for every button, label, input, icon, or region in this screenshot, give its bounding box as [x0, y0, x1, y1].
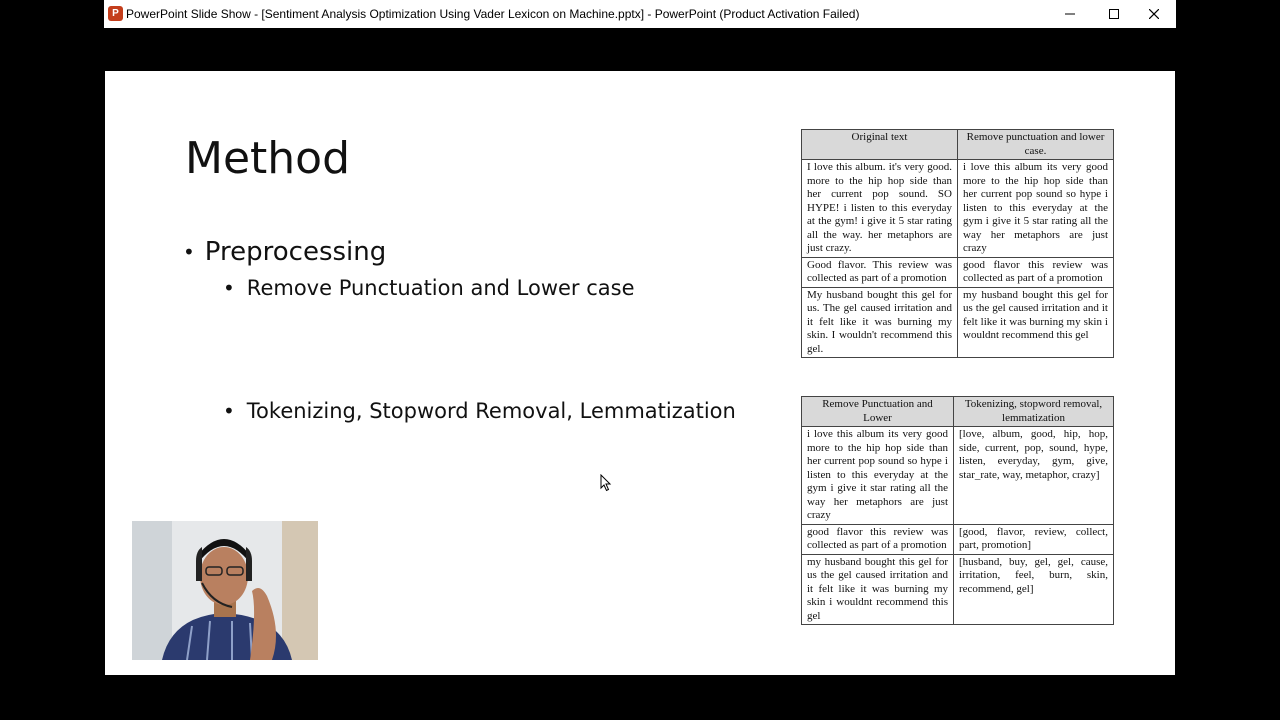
- sub-bullet-tokenizing: [223, 399, 736, 423]
- maximize-button[interactable]: [1092, 0, 1136, 28]
- column-header: Original text: [802, 130, 958, 160]
- mouse-pointer-icon: [600, 474, 612, 497]
- presenter-image: [132, 521, 318, 660]
- table-row: [802, 160, 1114, 258]
- table-row: [802, 524, 1114, 554]
- table-cell: [good, flavor, review, collect, part, promotion]: [954, 524, 1114, 554]
- close-button[interactable]: [1132, 0, 1176, 28]
- table-header-row: [802, 397, 1114, 427]
- table-cell: Good flavor. This review was collected as part of a promotion: [802, 257, 958, 287]
- bullet-dot-icon: •: [223, 276, 235, 300]
- minimize-icon: [1065, 9, 1075, 19]
- sub-bullet-remove-punctuation: [223, 276, 635, 300]
- bullet-text: Preprocessing: [204, 237, 387, 267]
- powerpoint-icon: P: [108, 6, 123, 21]
- minimize-button[interactable]: [1048, 0, 1092, 28]
- table-cell: My husband bought this gel for us. The gel caused irritation and it felt like it was burning my skin. I wouldn't recommend this gel.: [802, 287, 958, 358]
- bullet-dot-icon: •: [223, 399, 235, 423]
- column-header: Remove Punctuation and Lower: [802, 397, 954, 427]
- window-title: PowerPoint Slide Show - [Sentiment Analysis Optimization Using Vader Lexicon on Machine.pptx] - PowerPoint (Product Activation Failed): [126, 7, 860, 21]
- table-cell: i love this album its very good more to the hip hop side than her current pop sound so hype i listen to this everyday at the gym i give it star rating all the way her metaphors are just crazy: [802, 427, 954, 525]
- table-cell: i love this album its very good more to the hip hop side than her current pop sound so hype i listen to this everyday at the gym i give it 5 star rating all the way her metaphors are just crazy: [958, 160, 1114, 258]
- table-row: [802, 257, 1114, 287]
- bullet-preprocessing: [183, 237, 386, 267]
- sub-bullet-text: Tokenizing, Stopword Removal, Lemmatization: [246, 399, 736, 423]
- table-cell: I love this album. it's very good. more to the hip hop side than her current pop sound. SO HYPE! i listen to this everyday at the gym! i give it 5 star rating all the way. her metaphors are just crazy.: [802, 160, 958, 258]
- webcam-presenter-video: [132, 521, 318, 660]
- table-cell: good flavor this review was collected as part of a promotion: [802, 524, 954, 554]
- table-row: [802, 554, 1114, 625]
- table-cell: [love, album, good, hip, hop, side, current, pop, sound, hype, listen, everyday, gym, give, star_rate, way, metaphor, crazy]: [954, 427, 1114, 525]
- bullet-dot-icon: •: [183, 240, 195, 264]
- column-header: Tokenizing, stopword removal, lemmatization: [954, 397, 1114, 427]
- table-row: [802, 287, 1114, 358]
- table-row: [802, 427, 1114, 525]
- table-cell: my husband bought this gel for us the gel caused irritation and it felt like it was burning my skin i wouldnt recommend this gel: [802, 554, 954, 625]
- table-cleaned-vs-tokens: [801, 396, 1114, 625]
- close-icon: [1149, 9, 1159, 19]
- column-header: Remove punctuation and lower case.: [958, 130, 1114, 160]
- table-header-row: [802, 130, 1114, 160]
- slide-title: Method: [185, 133, 351, 184]
- maximize-icon: [1109, 9, 1119, 19]
- title-bar[interactable]: [104, 0, 1176, 28]
- table-original-vs-cleaned: [801, 129, 1114, 358]
- sub-bullet-text: Remove Punctuation and Lower case: [246, 276, 635, 300]
- table-cell: good flavor this review was collected as part of a promotion: [958, 257, 1114, 287]
- table-cell: [husband, buy, gel, gel, cause, irritation, feel, burn, skin, recommend, gel]: [954, 554, 1114, 625]
- table-cell: my husband bought this gel for us the gel caused irritation and it felt like it was burning my skin i wouldnt recommend this gel: [958, 287, 1114, 358]
